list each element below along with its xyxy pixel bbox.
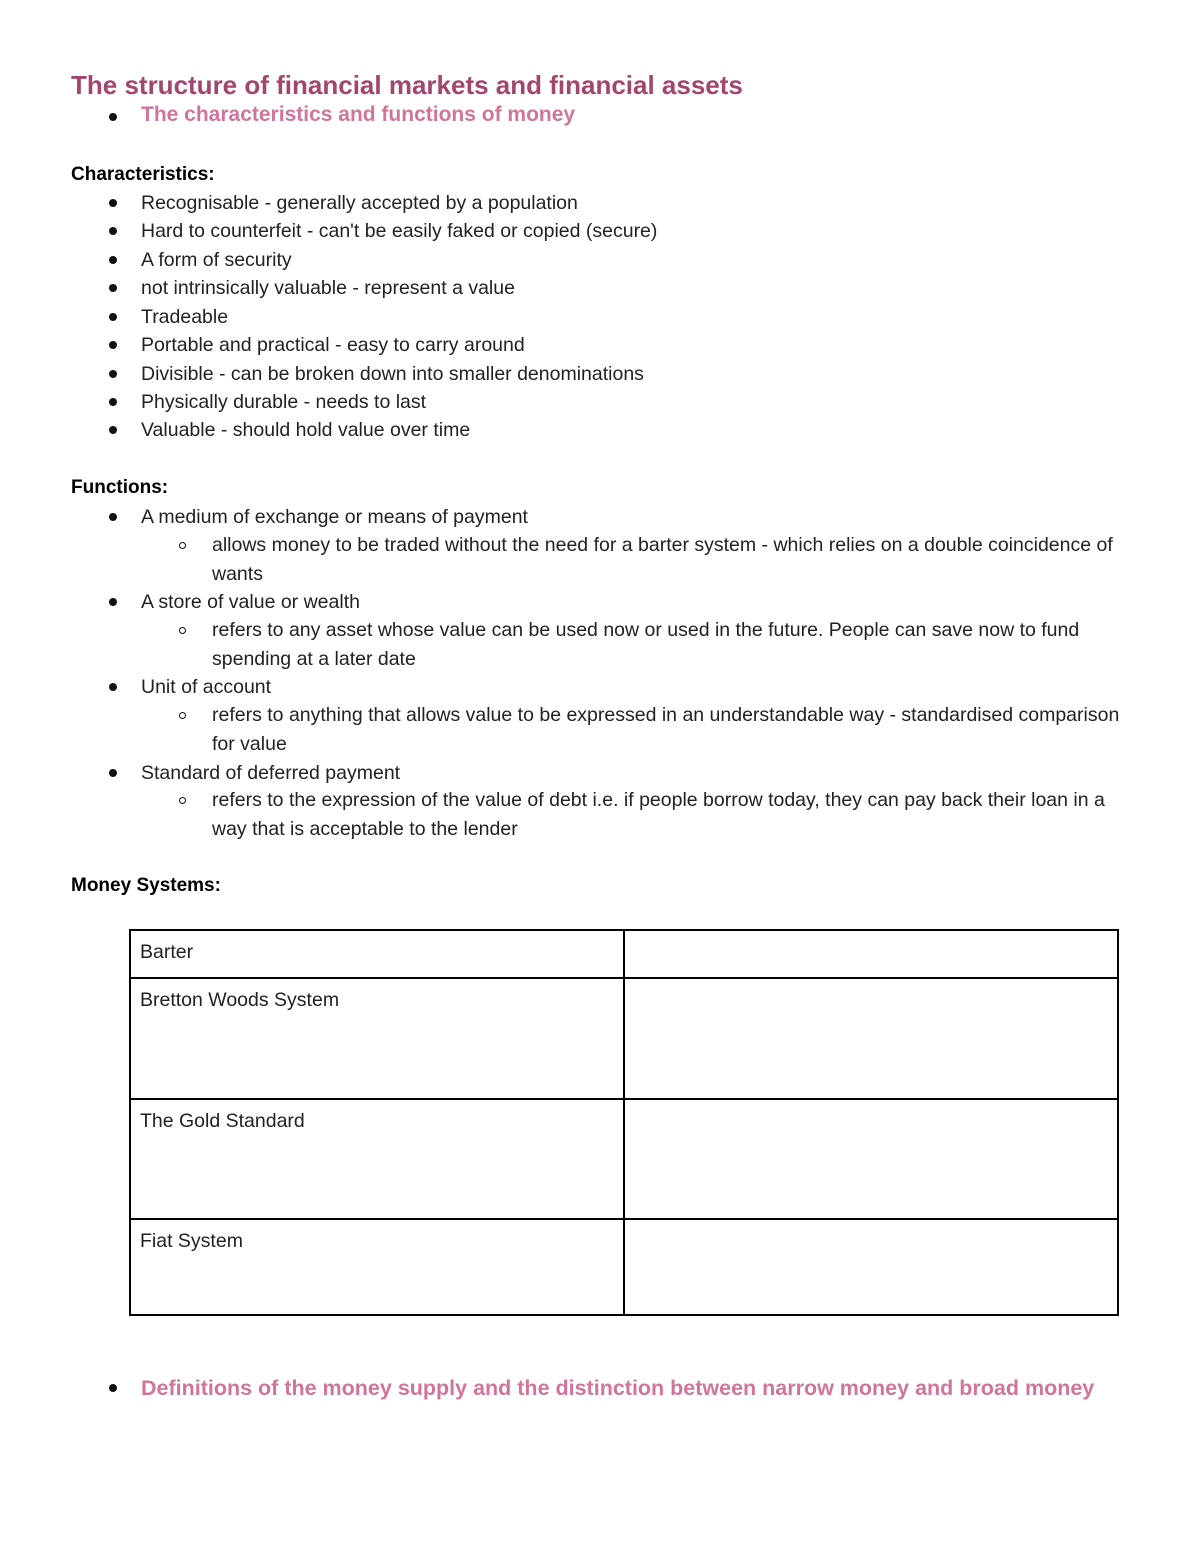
- bullet-icon: [109, 227, 117, 235]
- list-item-text: A form of security: [141, 249, 292, 271]
- sub-bullet-icon: [179, 542, 186, 549]
- bullet-icon: [109, 683, 117, 691]
- table-cell: [624, 978, 1118, 1099]
- list-item-text: Recognisable - generally accepted by a population: [141, 192, 578, 214]
- list-item-text: not intrinsically valuable - represent a value: [141, 277, 515, 299]
- list-item-text: Hard to counterfeit - can't be easily faked or copied (secure): [141, 220, 658, 242]
- bullet-icon: [109, 370, 117, 378]
- table-cell: Bretton Woods System: [130, 978, 624, 1099]
- money-systems-label: Money Systems:: [71, 875, 221, 896]
- table-cell: [624, 930, 1118, 978]
- table-row: [130, 978, 1118, 1099]
- money-systems-table: [129, 929, 1119, 1316]
- bullet-icon: [109, 513, 117, 521]
- characteristics-label: Characteristics:: [71, 164, 215, 185]
- table-cell: Barter: [130, 930, 624, 978]
- sub-bullet-icon: [179, 797, 186, 804]
- sub-bullet-icon: [179, 627, 186, 634]
- function-label: Standard of deferred payment: [141, 762, 401, 784]
- table-cell: [624, 1219, 1118, 1315]
- bullet-icon: [109, 284, 117, 292]
- bullet-icon: [109, 598, 117, 606]
- function-label: A store of value or wealth: [141, 591, 360, 613]
- section-subheading: The characteristics and functions of money: [141, 103, 576, 126]
- list-item-text: Physically durable - needs to last: [141, 391, 427, 413]
- function-detail: refers to any asset whose value can be used now or used in the future. People can save now to fund spending at a later date: [212, 619, 1080, 670]
- function-detail: allows money to be traded without the need for a barter system - which relies on a double coincidence of wants: [212, 534, 1113, 585]
- page-title: The structure of financial markets and financial assets: [71, 70, 743, 100]
- list-item-text: Valuable - should hold value over time: [141, 419, 471, 441]
- bullet-icon: [109, 113, 117, 121]
- function-label: Unit of account: [141, 676, 272, 698]
- next-section-heading: Definitions of the money supply and the distinction between narrow money and broad money: [141, 1376, 1095, 1400]
- bullet-icon: [109, 769, 117, 777]
- bullet-icon: [109, 341, 117, 349]
- table-cell: [624, 1099, 1118, 1219]
- bullet-icon: [109, 426, 117, 434]
- bullet-icon: [109, 398, 117, 406]
- function-detail: refers to anything that allows value to be expressed in an understandable way - standardised comparison for value: [212, 704, 1120, 755]
- bullet-icon: [109, 1384, 117, 1392]
- bullet-icon: [109, 313, 117, 321]
- function-label: A medium of exchange or means of payment: [141, 506, 528, 528]
- bullet-icon: [109, 199, 117, 207]
- table-cell: Fiat System: [130, 1219, 624, 1315]
- functions-label: Functions:: [71, 477, 169, 498]
- list-item-text: Divisible - can be broken down into smaller denominations: [141, 363, 644, 385]
- function-detail: refers to the expression of the value of debt i.e. if people borrow today, they can pay back their loan in a way that is acceptable to the lender: [212, 789, 1105, 840]
- sub-bullet-icon: [179, 712, 186, 719]
- table-cell: The Gold Standard: [130, 1099, 624, 1219]
- list-item-text: Portable and practical - easy to carry around: [141, 334, 525, 356]
- table-row: [130, 1219, 1118, 1315]
- bullet-icon: [109, 256, 117, 264]
- table-row: [130, 930, 1118, 978]
- list-item-text: Tradeable: [141, 306, 229, 328]
- table-row: [130, 1099, 1118, 1219]
